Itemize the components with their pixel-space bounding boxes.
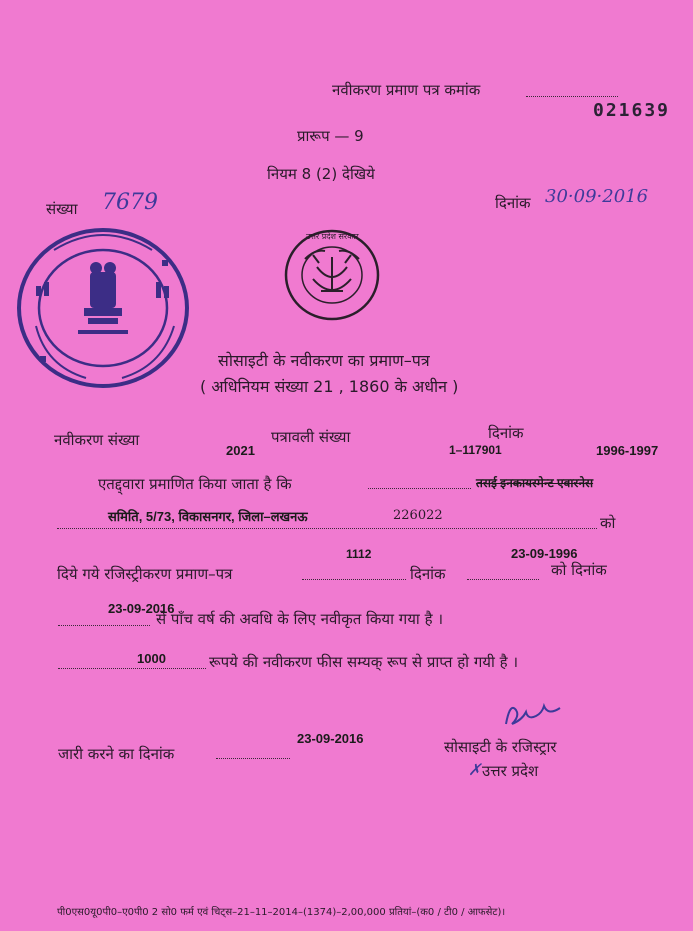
reg-number-dots: [302, 579, 406, 580]
ref-date-label: दिनांक: [495, 194, 531, 212]
ko-dinank-text: को दिनांक: [551, 561, 607, 579]
renewal-from-date: 23-09-2016: [108, 601, 175, 616]
certify-dots: [368, 488, 471, 489]
ref-number-label: संख्या: [46, 200, 78, 218]
ref-date-handwritten: 30·09·2016: [545, 186, 649, 207]
form-number: प्रारूप — 9: [297, 127, 364, 145]
registration-date: 23-09-1996: [511, 546, 578, 561]
file-number: 1–117901: [449, 443, 502, 457]
issue-date-dots: [216, 758, 290, 759]
serial-number: 021639: [593, 100, 671, 121]
registrar-mark: ✗: [468, 760, 482, 779]
ko-text: को: [600, 514, 616, 532]
society-pincode: 226022: [393, 508, 443, 523]
up-government-emblem: [283, 229, 381, 321]
society-address: समिति, 5/73, विकासनगर, जिला–लखनऊ: [108, 509, 308, 524]
fee-dots: [58, 668, 206, 669]
certificate-title: सोसाइटी के नवीकरण का प्रमाण–पत्र: [218, 351, 430, 370]
reg-date-label: दिनांक: [410, 565, 446, 583]
file-number-label: पत्रावली संख्या: [271, 428, 351, 446]
issue-date: 23-09-2016: [297, 731, 364, 746]
renewal-number-label: नवीकरण संख्या: [54, 431, 140, 449]
renewal-number: 2021: [226, 443, 255, 458]
registrar-seal-stamp: [14, 226, 192, 390]
cert-number-label: नवीकरण प्रमाण पत्र कमांक: [332, 81, 481, 99]
fee-text: रूपये की नवीकरण फीस सम्यक् रूप से प्राप्त हो गयी है ।: [209, 653, 519, 671]
reg-date-dots: [467, 579, 539, 580]
fee-amount: 1000: [137, 651, 166, 666]
society-name: तसई इनकायस्मेन्ट एवारनेस: [476, 476, 594, 490]
renewal-period: 1996-1997: [596, 443, 659, 458]
ref-number-handwritten: 7679: [102, 190, 158, 215]
certificate-subtitle: ( अधिनियम संख्या 21 , 1860 के अधीन ): [200, 377, 459, 396]
five-year-text: से पाँच वर्ष की अवधि के लिए नवीकृत किया गया है ।: [156, 610, 444, 628]
registrar-signature: [500, 698, 564, 734]
row1-date-label: दिनांक: [488, 424, 524, 442]
address-dots: [57, 528, 597, 529]
print-note: पी0एस0यू0पी0–ए0पी0 2 सो0 फर्म एवं चिट्स–21–11–2014–(1374)–2,00,000 प्रतियां–(क0 / टी0 / आफसेट)।: [57, 907, 506, 918]
emblem-text: उत्तर प्रदेश सरकार: [306, 232, 359, 241]
registration-number: 1112: [346, 547, 372, 561]
given-text: दिये गये रजिस्ट्रीकरण प्रमाण–पत्र: [57, 565, 233, 583]
issue-date-label: जारी करने का दिनांक: [58, 745, 175, 763]
registrar-title: सोसाइटी के रजिस्ट्रार: [444, 738, 557, 756]
cert-number-dots: [526, 96, 618, 97]
registrar-state: उत्तर प्रदेश: [482, 762, 539, 780]
renewal-from-dots: [58, 625, 150, 626]
rule-reference: नियम 8 (2) देखिये: [267, 165, 375, 183]
certify-text: एतद्द्वारा प्रमाणित किया जाता है कि: [98, 475, 292, 493]
